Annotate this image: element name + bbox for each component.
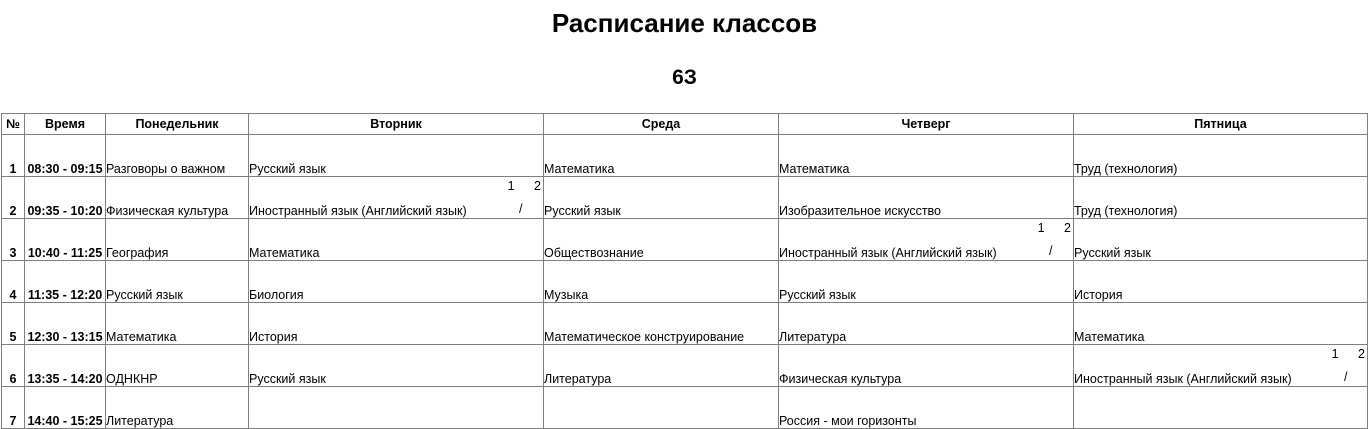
table-row — [2, 177, 1368, 219]
lesson-time: 09:35 - 10:20 — [25, 177, 106, 219]
lesson-time: 13:35 - 14:20 — [25, 345, 106, 387]
thursday-lesson: Математика — [779, 135, 1074, 177]
lesson-number: 5 — [2, 303, 25, 345]
thursday-lesson: Физическая культура — [779, 345, 1074, 387]
table-row — [2, 135, 1368, 177]
group-1-label: 1 — [1331, 347, 1339, 361]
wednesday-lesson: Литература — [544, 345, 779, 387]
table-row — [2, 219, 1368, 261]
monday-lesson: Литература — [106, 387, 249, 429]
table-row — [2, 261, 1368, 303]
monday-lesson: Математика — [106, 303, 249, 345]
wednesday-lesson — [544, 387, 779, 429]
monday-lesson: Русский язык — [106, 261, 249, 303]
group-divider: / — [1344, 370, 1348, 384]
group-2-label: 2 — [534, 179, 541, 193]
friday-lesson-split — [1074, 345, 1368, 387]
wednesday-lesson: Обществознание — [544, 219, 779, 261]
table-row — [2, 387, 1368, 429]
friday-lesson: Русский язык — [1074, 219, 1368, 261]
tuesday-lesson: Русский язык — [249, 135, 544, 177]
col-header-friday: Пятница — [1074, 114, 1368, 135]
tuesday-lesson — [249, 387, 544, 429]
monday-lesson: География — [106, 219, 249, 261]
lesson-time: 12:30 - 13:15 — [25, 303, 106, 345]
wednesday-lesson: Музыка — [544, 261, 779, 303]
group-numbers — [492, 179, 541, 193]
lesson-time: 10:40 - 11:25 — [25, 219, 106, 261]
page-title: Расписание классов — [551, 8, 818, 38]
group-1-label: 1 — [1037, 221, 1045, 235]
group-divider: / — [1049, 244, 1053, 258]
group-divider: / — [519, 202, 523, 216]
group-2-label: 2 — [1358, 347, 1365, 361]
thursday-lesson-split — [779, 219, 1074, 261]
thursday-lesson: Литература — [779, 303, 1074, 345]
col-header-monday: Понедельник — [106, 114, 249, 135]
friday-lesson — [1074, 387, 1368, 429]
wednesday-lesson: Математическое конструирование — [544, 303, 779, 345]
group-numbers — [1022, 221, 1071, 235]
friday-lesson: Математика — [1074, 303, 1368, 345]
monday-lesson: ОДНКНР — [106, 345, 249, 387]
header-row — [2, 114, 1368, 135]
col-header-tuesday: Вторник — [249, 114, 544, 135]
thursday-lesson: Русский язык — [779, 261, 1074, 303]
schedule-table — [1, 113, 1368, 429]
tuesday-lesson: История — [249, 303, 544, 345]
thursday-lesson: Россия - мои горизонты — [779, 387, 1074, 429]
thursday-lesson: Изобразительное искусство — [779, 177, 1074, 219]
lesson-number: 6 — [2, 345, 25, 387]
class-name: 6З — [672, 66, 697, 89]
wednesday-lesson: Русский язык — [544, 177, 779, 219]
monday-lesson: Разговоры о важном — [106, 135, 249, 177]
table-row — [2, 303, 1368, 345]
tuesday-lesson: Русский язык — [249, 345, 544, 387]
lesson-number: 3 — [2, 219, 25, 261]
group-1-label: 1 — [507, 179, 515, 193]
lesson-number: 1 — [2, 135, 25, 177]
tuesday-lesson: Биология — [249, 261, 544, 303]
tuesday-lesson: Иностранный язык (Английский язык) — [249, 204, 467, 218]
lesson-number: 7 — [2, 387, 25, 429]
group-2-label: 2 — [1064, 221, 1071, 235]
col-header-wednesday: Среда — [544, 114, 779, 135]
lesson-number: 4 — [2, 261, 25, 303]
friday-lesson: История — [1074, 261, 1368, 303]
table-row — [2, 345, 1368, 387]
friday-lesson: Труд (технология) — [1074, 177, 1368, 219]
col-header-time: Время — [25, 114, 106, 135]
tuesday-lesson-split — [249, 177, 544, 219]
wednesday-lesson: Математика — [544, 135, 779, 177]
lesson-time: 14:40 - 15:25 — [25, 387, 106, 429]
thursday-lesson: Иностранный язык (Английский язык) — [779, 246, 997, 260]
col-header-thursday: Четверг — [779, 114, 1074, 135]
lesson-number: 2 — [2, 177, 25, 219]
lesson-time: 11:35 - 12:20 — [25, 261, 106, 303]
col-header-num: № — [2, 114, 25, 135]
monday-lesson: Физическая культура — [106, 177, 249, 219]
group-numbers — [1316, 347, 1365, 361]
tuesday-lesson: Математика — [249, 219, 544, 261]
friday-lesson: Иностранный язык (Английский язык) — [1074, 372, 1292, 386]
lesson-time: 08:30 - 09:15 — [25, 135, 106, 177]
friday-lesson: Труд (технология) — [1074, 135, 1368, 177]
